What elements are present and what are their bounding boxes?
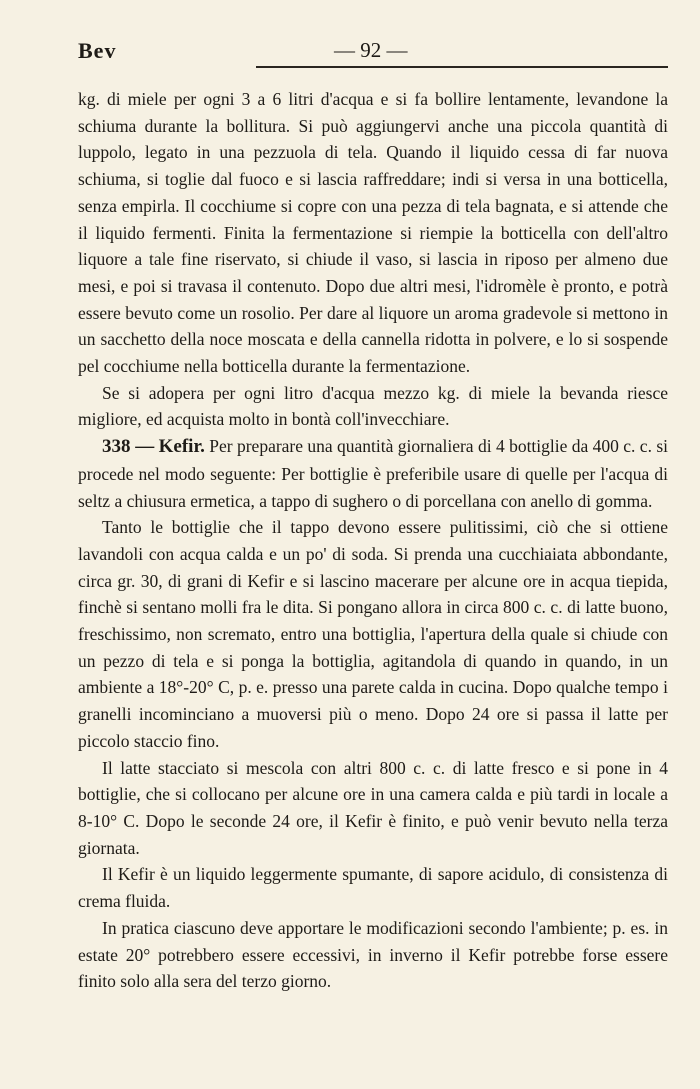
paragraph: In pratica ciascuno deve apportare le modificazioni secondo l'ambiente; p. es. in estate 20° potrebbero essere eccessivi, in inverno il Kefir potrebbe forse essere finito solo alla sera del terzo giorno. (78, 917, 668, 992)
page-header (78, 36, 668, 66)
header-rule (256, 66, 668, 68)
page-number: — 92 — (334, 38, 408, 62)
section-338 (78, 433, 668, 514)
paragraph-continued: kg. di miele per ogni 3 a 6 litri d'acqua e si fa bollire lentamente, levandone la schiuma durante la bollitura. Si può aggiungervi anche una piccola quantità di luppolo, legato in una pezzuola di tela. Quando il liquido cessa di far nuova schiuma, si toglie dal fuoco e si lascia raffreddare; indi si versa in una botticella, senza empirla. Il cocchiume si copre con una pezza di tela bagnata, e si attende che il liquido fermenti. Finita la fermentazione si riempie la botticella con dell'altro liquore a tale fine riservato, si chiude il vaso, si lascia in riposo per almeno due mesi, e poi si travasa il contenuto. Dopo due altri mesi, l'idromèle è pronto, e potrà essere bevuto come un rosolio. Per dare al liquore un aroma gradevole si mettono in un sacchetto della noce moscata e della cannella ridotta in polvere, e lo si sospende pel cocchiume nella botticella durante la fermentazione. (78, 89, 668, 377)
paragraph: Il Kefir è un liquido leggermente spumante, di sapore acidulo, di consistenza di crema fluida. (78, 864, 668, 912)
section-title: Kefir. (158, 436, 205, 458)
running-head: Bev (78, 38, 117, 63)
paragraph: Se si adopera per ogni litro d'acqua mezzo kg. di miele la bevanda riesce migliore, ed acquista molto in bontà coll'invecchiare. (78, 382, 668, 430)
section-text: Per preparare una quantità giornaliera di 4 bottiglie da 400 c. c. si procede nel modo seguente: Per bottiglie è preferibile usare di quelle per l'acqua di seltz a chiusura ermetica, a tappo di sughero o di porcellana con anello di gomma. (78, 436, 668, 511)
section-number: 338 — (102, 436, 155, 458)
paragraph: Tanto le bottiglie che il tappo devono essere pulitissimi, ciò che si ottiene lavandoli con acqua calda e un po' di soda. Si prenda una cucchiaiata abbondante, circa gr. 30, di grani di Kefir e si lascino macerare per alcune ore in acqua tiepida, finchè si sentano molli fra le dita. Si pongano allora in circa 800 c. c. di latte buono, freschissimo, non scremato, entro una bottiglia, l'apertura della quale si chiude con un pezzo di tela e si ponga la bottiglia, agitandola di quando in quando, in un ambiente a 18°-20° C, p. e. presso una parete calda in cucina. Dopo qualche tempo i granelli incominciano a muoversi più o meno. Dopo 24 ore si passa il latte per piccolo staccio fino. (78, 517, 668, 751)
paragraph: Il latte stacciato si mescola con altri 800 c. c. di latte fresco e si pone in 4 bottiglie, che si collocano per alcune ore in una camera calda e più tardi in locale a 8-10° C. Dopo le seconde 24 ore, il Kefir è finito, e può venir bevuto nella terza giornata. (78, 757, 668, 858)
page-body (78, 86, 668, 995)
